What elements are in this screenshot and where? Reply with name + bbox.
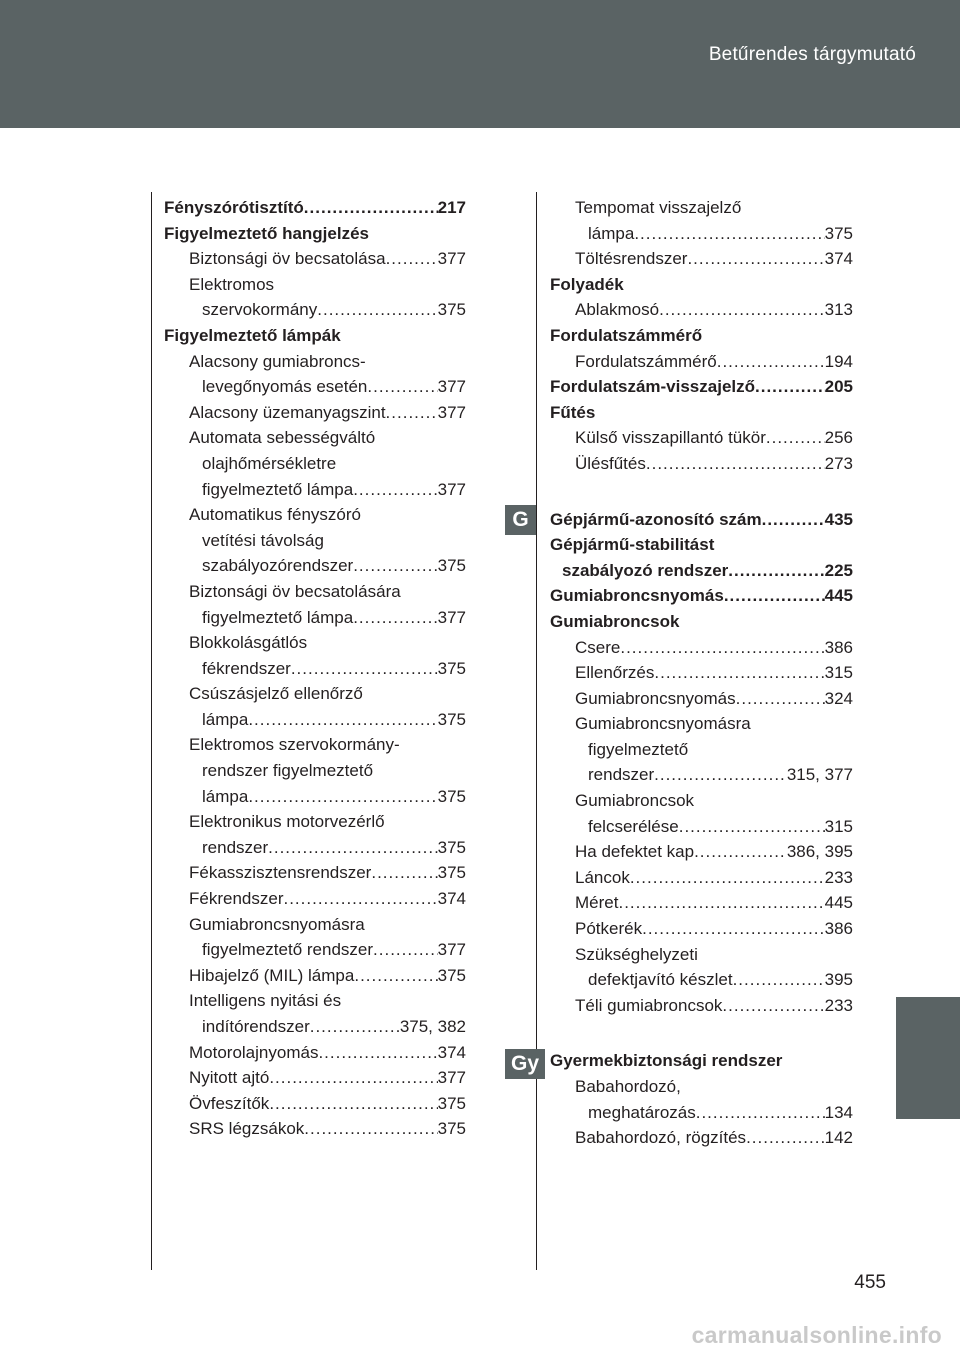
index-entry-term: Figyelmeztető hangjelzés [164, 223, 369, 243]
index-entry-page: 374 [824, 249, 853, 269]
dot-leader [654, 660, 824, 686]
index-entry-page: 377 [437, 479, 466, 499]
dot-leader [620, 635, 824, 661]
index-entry [550, 1048, 853, 1074]
index-entry-term: Fékrendszer [189, 889, 284, 909]
dot-leader [291, 656, 438, 682]
index-entry-term: Gépjármű-stabilitást [550, 535, 715, 555]
index-entry [164, 605, 466, 631]
dot-leader [755, 374, 825, 400]
index-entry-page: 375 [437, 863, 466, 883]
index-entry-page: 205 [824, 377, 853, 397]
index-entry-term: figyelmeztető [588, 739, 689, 759]
index-entry [550, 762, 853, 788]
index-entry-term: Alacsony gumiabroncs- [189, 351, 366, 371]
dot-leader [317, 297, 437, 323]
index-entry-term: Gépjármű-azonosító szám [550, 509, 762, 529]
index-entry-term: Gumiabroncsnyomás [575, 688, 736, 708]
index-entry-page: 395 [824, 970, 853, 990]
index-entry [164, 400, 466, 426]
index-entry-term: szervokormány [202, 300, 318, 320]
index-entry-page: 256 [824, 428, 853, 448]
index-entry-term: Motorolajnyomás [189, 1042, 319, 1062]
index-entry [164, 323, 466, 349]
column-divider-left [151, 192, 152, 1270]
dot-leader [353, 553, 437, 579]
index-entry [164, 860, 466, 886]
dot-leader [746, 1125, 825, 1151]
index-entry-term: figyelmeztető lámpa [202, 479, 354, 499]
index-entry-page: 445 [824, 893, 853, 913]
index-entry [550, 507, 853, 533]
index-entry-page: 386, 395 [786, 842, 853, 862]
index-entry-page: 445 [824, 586, 853, 606]
index-entry-term: Babahordozó, rögzítés [575, 1128, 747, 1148]
index-entry [550, 1100, 853, 1126]
index-entry [164, 477, 466, 503]
index-entry-term: Elektronikus motorvezérlő [189, 812, 385, 832]
index-entry [164, 502, 466, 528]
dot-leader [646, 451, 825, 477]
index-entry-page: 386 [824, 919, 853, 939]
index-entry-term: levegőnyomás esetén [202, 377, 368, 397]
index-entry-page: 375 [437, 709, 466, 729]
index-entry-term: Fűtés [550, 402, 596, 422]
dot-leader [386, 400, 438, 426]
index-entry-term: Ellenőrzés [575, 663, 655, 683]
dot-leader [659, 297, 825, 323]
index-entry-term: Töltésrendszer [575, 249, 688, 269]
dot-leader [687, 246, 824, 272]
index-entry [164, 630, 466, 656]
index-entry-term: Intelligens nyitási és [189, 991, 342, 1011]
index-entry [164, 963, 466, 989]
index-entry-page: 233 [824, 995, 853, 1015]
index-entry [164, 297, 466, 323]
index-entry [550, 558, 853, 584]
index-entry [550, 967, 853, 993]
index-entry-term: Biztonsági öv becsatolása [189, 249, 386, 269]
index-entry [550, 583, 853, 609]
index-entry-page: 375 [437, 786, 466, 806]
index-entry-term: Gumiabroncsok [575, 791, 695, 811]
index-entry-term: Ülésfűtés [575, 453, 646, 473]
index-entry [550, 609, 853, 635]
index-entry-page: 142 [824, 1128, 853, 1148]
index-entry [550, 686, 853, 712]
index-entry-page: 375 [437, 300, 466, 320]
index-entry-term: Gumiabroncsnyomásra [575, 714, 751, 734]
index-entry [550, 865, 853, 891]
dot-leader [728, 558, 824, 584]
dot-leader [248, 707, 437, 733]
index-entry [164, 784, 466, 810]
dot-leader [766, 425, 825, 451]
index-entry [550, 246, 853, 272]
index-entry-term: fékrendszer [202, 658, 291, 678]
index-entry-term: Fékasszisztensrendszer [189, 863, 372, 883]
index-entry-page: 374 [437, 1042, 466, 1062]
index-entry [550, 221, 853, 247]
index-entry-page: 134 [824, 1102, 853, 1122]
index-entry-term: lámpa [588, 223, 635, 243]
index-entry-page: 435 [824, 509, 853, 529]
index-entry-term: Blokkolásgátlós [189, 633, 308, 653]
index-entry [164, 451, 466, 477]
index-entry-page: 375 [437, 965, 466, 985]
index-entry-term: olajhőmérsékletre [202, 453, 337, 473]
index-entry [550, 839, 853, 865]
index-entry [550, 711, 853, 737]
index-entry-term: Gyermekbiztonsági rendszer [550, 1051, 783, 1071]
index-entry [164, 553, 466, 579]
index-entry [164, 732, 466, 758]
index-entry-page: 375 [437, 556, 466, 576]
index-entry-page: 313 [824, 300, 853, 320]
dot-leader [386, 246, 438, 272]
dot-leader [269, 1091, 437, 1117]
index-entry-term: Automatikus fényszóró [189, 505, 361, 525]
index-entry [550, 942, 853, 968]
index-entry [550, 374, 853, 400]
dot-leader [733, 967, 825, 993]
index-entry-page: 377 [437, 249, 466, 269]
index-entry-page: 377 [437, 607, 466, 627]
index-entry [550, 272, 853, 298]
index-entry [550, 788, 853, 814]
index-entry-term: vetítési távolság [202, 530, 324, 550]
index-entry-term: Csúszásjelző ellenőrző [189, 684, 363, 704]
index-entry-term: Méret [575, 893, 619, 913]
index-entry-page: 315 [824, 663, 853, 683]
index-entry [164, 835, 466, 861]
index-entry-page: 375 [824, 223, 853, 243]
index-entry [550, 1125, 853, 1151]
index-entry-term: Ablakmosó [575, 300, 660, 320]
index-entry-term: Fordulatszám-visszajelző [550, 377, 756, 397]
index-entry-term: Fordulatszámmérő [575, 351, 717, 371]
index-entry-term: Babahordozó, [575, 1077, 681, 1096]
index-entry-term: Alacsony üzemanyagszint [189, 402, 386, 422]
index-entry-page: 315 [824, 816, 853, 836]
index-entry-page: 377 [437, 402, 466, 422]
index-entry-term: rendszer [202, 837, 269, 857]
index-entry [164, 1065, 466, 1091]
dot-leader [694, 839, 787, 865]
index-entry-term: Gumiabroncsok [550, 611, 680, 631]
index-entry [550, 737, 853, 763]
index-entry-term: rendszer figyelmeztető [202, 761, 374, 781]
index-entry [550, 890, 853, 916]
index-entry-term: Nyitott ajtó [189, 1068, 270, 1088]
dot-leader [269, 1065, 437, 1091]
index-entry [550, 532, 853, 558]
index-entry [164, 1116, 466, 1142]
dot-leader [654, 762, 787, 788]
index-entry-term: Hibajelző (MIL) lámpa [189, 965, 355, 985]
index-entry [164, 937, 466, 963]
index-entry-term: lámpa [202, 709, 249, 729]
dot-leader [354, 963, 437, 989]
index-entry [550, 425, 853, 451]
index-entry-term: lámpa [202, 786, 249, 806]
dot-leader [318, 1040, 437, 1066]
dot-leader [642, 916, 825, 942]
dot-leader [353, 605, 437, 631]
index-entry-page: 194 [824, 351, 853, 371]
dot-leader [722, 993, 824, 1019]
index-entry [164, 246, 466, 272]
index-entry [550, 349, 853, 375]
index-entry-term: indítórendszer [202, 1017, 310, 1036]
index-entry-term: felcserélése [588, 816, 679, 836]
dot-leader [304, 1116, 437, 1142]
index-entry-term: SRS légzsákok [189, 1119, 305, 1139]
index-entry-page: 273 [824, 453, 853, 473]
dot-leader [353, 477, 437, 503]
dot-leader [371, 860, 437, 886]
index-entry-page: 225 [824, 560, 853, 580]
index-entry-page: 377 [437, 940, 466, 960]
dot-leader [248, 784, 437, 810]
dot-leader [268, 835, 437, 861]
index-entry-page: 375 [437, 837, 466, 857]
dot-leader [630, 865, 825, 891]
index-entry-page: 386 [824, 637, 853, 657]
chapter-side-tab [896, 997, 960, 1119]
column-divider-middle [536, 192, 537, 1270]
dot-leader [717, 349, 825, 375]
index-entry [550, 451, 853, 477]
index-entry-term: Elektromos szervokormány- [189, 735, 400, 755]
index-entry-term: szabályozó rendszer [562, 560, 729, 580]
index-entry [164, 681, 466, 707]
index-entry [164, 886, 466, 912]
index-entry [550, 993, 853, 1019]
index-entry [550, 297, 853, 323]
index-entry-page: 375, 382 [399, 1017, 466, 1036]
index-entry [164, 988, 466, 1014]
index-entry [164, 374, 466, 400]
index-entry [164, 707, 466, 733]
index-entry-term: Fényszórótisztító [164, 198, 304, 217]
dot-leader [679, 814, 825, 840]
index-entry [164, 1040, 466, 1066]
index-entry [550, 1074, 853, 1100]
dot-leader [373, 937, 438, 963]
index-entry [550, 814, 853, 840]
index-entry [550, 916, 853, 942]
index-entry-page: 377 [437, 377, 466, 397]
index-entry-term: Gumiabroncsnyomás [550, 586, 724, 606]
index-entry-term: Külső visszapillantó tükör [575, 428, 766, 448]
index-entry [550, 195, 853, 221]
index-entry [164, 425, 466, 451]
index-entry-page: 375 [437, 658, 466, 678]
index-entry-term: Fordulatszámmérő [550, 325, 703, 345]
index-entry [164, 809, 466, 835]
dot-leader [634, 221, 824, 247]
index-entry-page: 374 [437, 889, 466, 909]
index-entry [164, 1091, 466, 1117]
index-entry-term: szabályozórendszer [202, 556, 354, 576]
index-entry [164, 758, 466, 784]
index-column-left [164, 195, 466, 1142]
index-entry-term: Folyadék [550, 274, 624, 294]
index-entry-page: 377 [437, 1068, 466, 1088]
dot-leader [724, 583, 825, 609]
index-entry-page: 217 [437, 198, 466, 217]
index-entry-page: 375 [437, 1093, 466, 1113]
index-entry-term: Övfeszítők [189, 1093, 270, 1113]
index-entry-term: rendszer [588, 765, 655, 785]
index-entry-term: Figyelmeztető lámpák [164, 325, 341, 345]
index-entry-term: Biztonsági öv becsatolására [189, 581, 401, 601]
dot-leader [762, 507, 825, 533]
watermark: carmanualsonline.info [691, 1322, 942, 1348]
index-entry-term: Láncok [575, 867, 630, 887]
index-entry [164, 656, 466, 682]
section-letter-gy: Gy [505, 1049, 545, 1079]
dot-leader [618, 890, 824, 916]
index-entry-term: Elektromos [189, 274, 275, 294]
section-gap [550, 1018, 853, 1048]
index-entry-term: Gumiabroncsnyomásra [189, 914, 365, 934]
index-entry [164, 221, 466, 247]
index-entry [550, 400, 853, 426]
index-entry [550, 323, 853, 349]
dot-leader [696, 1100, 825, 1126]
index-entry-page: 315, 377 [786, 765, 853, 785]
index-entry [164, 912, 466, 938]
dot-leader [310, 1014, 400, 1040]
dot-leader [304, 195, 438, 221]
index-entry-page: 375 [437, 1119, 466, 1139]
index-entry-page: 233 [824, 867, 853, 887]
page-header [0, 0, 960, 128]
index-entry [550, 635, 853, 661]
index-entry-term: Téli gumiabroncsok [575, 995, 723, 1015]
dot-leader [367, 374, 437, 400]
index-entry-term: Ha defektet kap [575, 842, 695, 862]
index-entry-term: figyelmeztető rendszer [202, 940, 374, 960]
index-entry-term: defektjavító készlet [588, 970, 733, 990]
index-entry-page: 324 [824, 688, 853, 708]
section-letter-g: G [505, 505, 536, 535]
index-entry-term: Szükséghelyzeti [575, 944, 698, 964]
index-entry [164, 579, 466, 605]
index-entry-term: Tempomat visszajelző [575, 198, 742, 217]
index-entry [164, 528, 466, 554]
section-gap [550, 477, 853, 507]
index-entry [164, 195, 466, 221]
header-title: Betűrendes tárgymutató [708, 44, 916, 65]
index-entry-term: Csere [575, 637, 621, 657]
dot-leader [283, 886, 437, 912]
page-number: 455 [854, 1272, 886, 1293]
index-column-right [550, 195, 853, 1151]
index-entry-term: figyelmeztető lámpa [202, 607, 354, 627]
dot-leader [736, 686, 825, 712]
index-entry [550, 660, 853, 686]
index-entry-term: Pótkerék [575, 919, 643, 939]
index-entry-term: meghatározás [588, 1102, 696, 1122]
index-entry-term: Automata sebességváltó [189, 428, 376, 448]
index-entry [164, 1014, 466, 1040]
index-entry [164, 349, 466, 375]
index-entry [164, 272, 466, 298]
